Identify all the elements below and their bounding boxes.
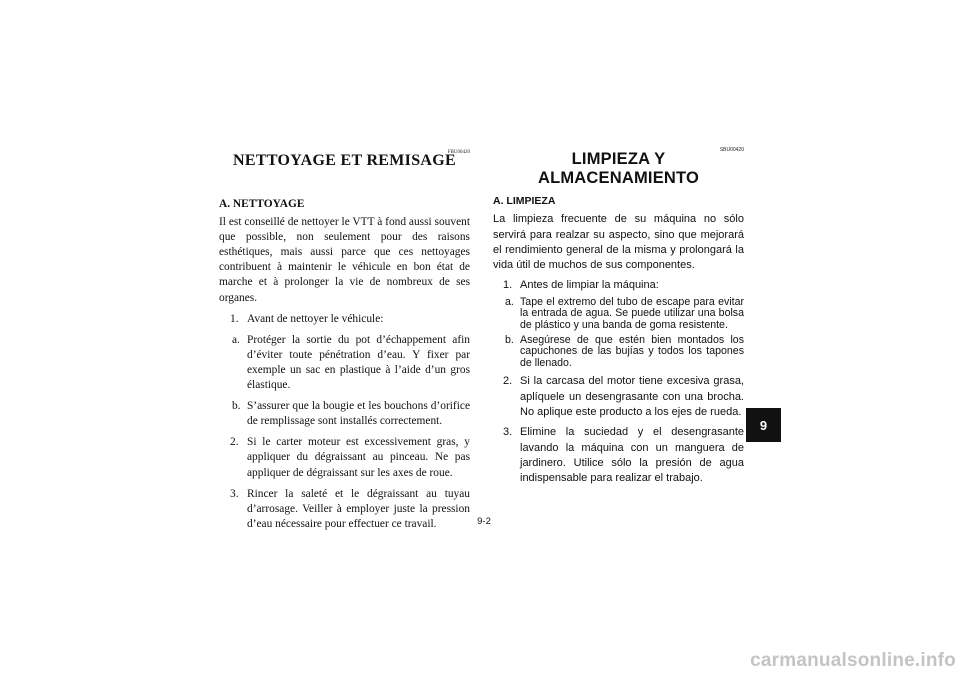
french-body [219,197,470,532]
step-marker: 1. [230,312,239,325]
step-marker: 2. [503,375,513,388]
step-marker: 2. [230,436,239,449]
french-step-1 [219,312,470,327]
french-step-1a [219,333,470,393]
spanish-page-title: LIMPIEZA Y ALMACENAMIENTO [537,150,700,187]
step-marker: 1. [503,279,513,292]
step-marker: a. [232,333,240,346]
spanish-step-1b [493,335,744,370]
step-text: Protéger la sortie du pot d’échappement afin d’éviter toute pénétration d’eau. Y fixer par exemple un sac en plastique à l’aide d’un gros élastique. [247,333,470,392]
step-marker: b. [505,333,514,346]
step-text: Elimine la suciedad y el desengrasante lavando la máquina con un manguera de jardinero. Utilice sólo la presión de agua indispensable para realizar el trabajo. [520,426,744,485]
french-section-heading: A. NETTOYAGE [219,198,305,210]
spanish-step-2 [493,374,744,420]
chapter-tab: 9 [746,408,781,442]
step-marker: a. [505,295,514,308]
spanish-section-code: SBU00420 [719,147,744,153]
french-section-code: FBU00420 [447,150,470,155]
step-text: Tape el extremo del tubo de escape para evitar la entrada de agua. Se puede utilizar una bolsa de plástico y una banda de goma resistente. [520,295,744,331]
spanish-section-heading: A. LIMPIEZA [493,195,556,207]
step-text: Avant de nettoyer le véhicule: [247,312,384,325]
step-marker: b. [232,400,241,413]
spanish-step-3 [493,425,744,486]
step-marker: 3. [230,487,239,500]
spanish-body [493,194,744,486]
french-step-3 [219,487,470,532]
spanish-step-1a [493,297,744,332]
french-intro-paragraph: Il est conseillé de nettoyer le VTT à fond aussi souvent que possible, non seulement pour des raisons esthétiques, mais aussi parce que ces nettoyages contribuent à maintenir le véhicule en bon état de marche et à prolonger la vie de nombreux de ses organes. [219,216,470,304]
spanish-step-1 [493,278,744,293]
step-marker: 3. [503,426,513,439]
step-text: Rincer la saleté et le dégraissant au tuyau d’arrosage. Veiller à employer juste la pression d’eau nécessaire pour effectuer ce travail. [247,487,470,530]
french-step-1b [219,399,470,429]
step-text: Si le carter moteur est excessivement gras, y appliquer du dégraissant au pinceau. Ne pas appliquer de dégraissant sur les axes de roue. [247,436,470,479]
step-text: Si la carcasa del motor tiene excesiva grasa, aplíquele un desengrasante con una brocha. No aplique este producto a los ejes de rueda. [520,375,744,418]
step-text: Asegúrese de que estén bien montados los capuchones de las bujías y todos los tapones de llenado. [520,333,744,369]
french-step-2 [219,435,470,480]
spanish-intro-paragraph: La limpieza frecuente de su máquina no sólo servirá para realzar su aspecto, sino que mejorará el rendimiento general de la misma y prolongará la vida útil de muchos de sus componentes. [493,213,744,272]
step-text: Antes de limpiar la máquina: [520,279,659,292]
watermark: carmanualsonline.info [750,650,956,671]
page-number: 9-2 [477,516,491,527]
french-page-title: NETTOYAGE ET REMISAGE [233,152,456,169]
step-text: S’assurer que la bougie et les bouchons d’orifice de remplissage sont installés correctement. [247,400,470,428]
